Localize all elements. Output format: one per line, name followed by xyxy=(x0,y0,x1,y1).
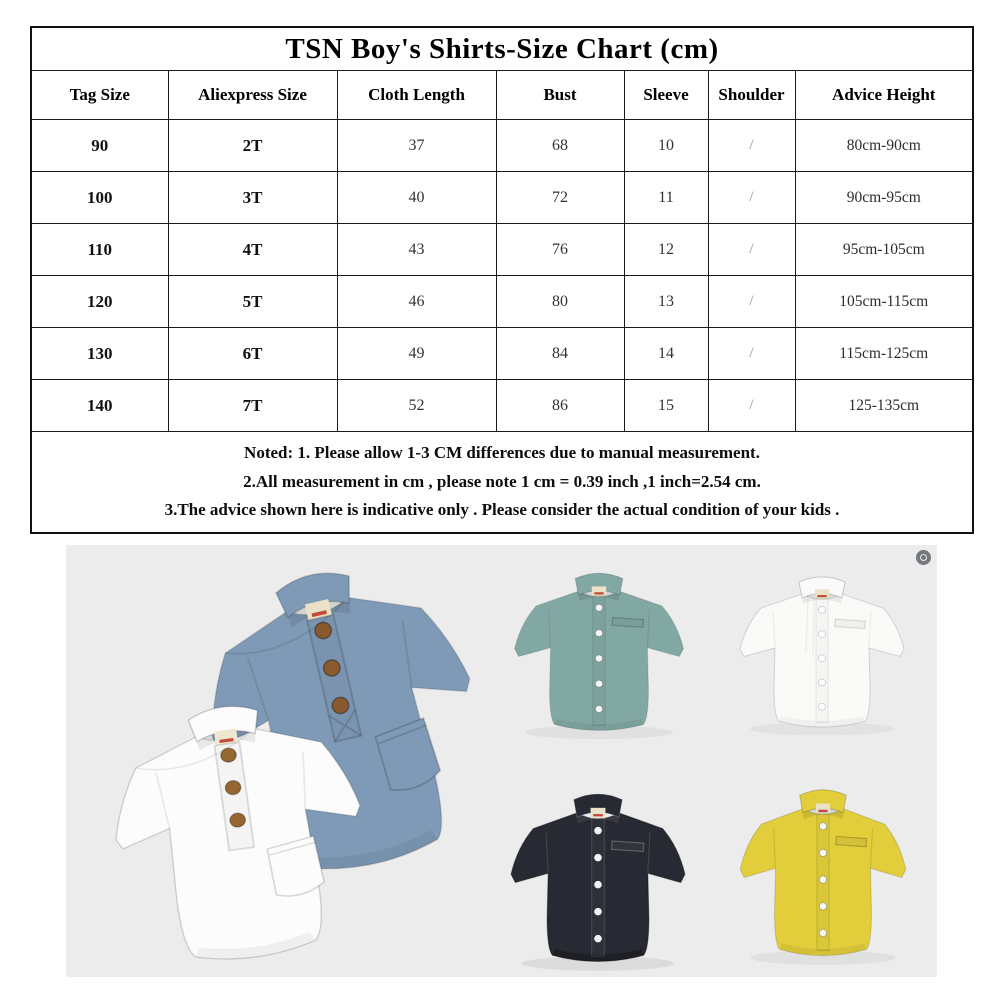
cell-ali-size: 7T xyxy=(168,380,337,432)
cell-bust: 68 xyxy=(496,120,624,172)
cell-ali-size: 3T xyxy=(168,172,337,224)
cell-tag-size: 130 xyxy=(31,328,168,380)
note-line-1: Noted: 1. Please allow 1-3 CM differences due to manual measurement. xyxy=(244,442,760,462)
cell-shoulder: / xyxy=(708,172,795,224)
cell-ali-size: 5T xyxy=(168,276,337,328)
cell-advice-height: 90cm-95cm xyxy=(795,172,973,224)
cell-cloth-length: 43 xyxy=(337,224,496,276)
cell-sleeve: 12 xyxy=(624,224,708,276)
cell-cloth-length: 49 xyxy=(337,328,496,380)
welt-pocket xyxy=(836,836,867,846)
cell-cloth-length: 40 xyxy=(337,172,496,224)
button xyxy=(818,679,825,686)
button xyxy=(819,822,826,829)
cell-sleeve: 15 xyxy=(624,380,708,432)
table-row-size-140 xyxy=(31,380,973,432)
notes xyxy=(34,442,970,523)
table-row-size-90 xyxy=(31,120,973,172)
button xyxy=(594,908,602,915)
button xyxy=(595,655,602,662)
welt-pocket xyxy=(612,618,643,628)
cell-sleeve: 10 xyxy=(624,120,708,172)
button xyxy=(595,630,602,637)
black-shirt-photo xyxy=(492,785,704,977)
button xyxy=(595,604,602,611)
cell-cloth-length: 52 xyxy=(337,380,496,432)
cell-cloth-length: 46 xyxy=(337,276,496,328)
col-header-shoulder: Shoulder xyxy=(708,71,795,120)
cell-bust: 84 xyxy=(496,328,624,380)
cell-ali-size: 2T xyxy=(168,120,337,172)
cell-shoulder: / xyxy=(708,224,795,276)
cell-bust: 80 xyxy=(496,276,624,328)
cell-ali-size: 6T xyxy=(168,328,337,380)
col-header-tag-size: Tag Size xyxy=(31,71,168,120)
col-header-bust: Bust xyxy=(496,71,624,120)
button xyxy=(818,607,825,614)
table-row-size-120 xyxy=(31,276,973,328)
cell-tag-size: 140 xyxy=(31,380,168,432)
product-photo-collage xyxy=(66,545,937,977)
table-row-size-100 xyxy=(31,172,973,224)
cell-advice-height: 80cm-90cm xyxy=(795,120,973,172)
note-line-2: 2.All measurement in cm , please note 1 cm = 0.39 inch ,1 inch=2.54 cm. xyxy=(243,471,761,491)
button xyxy=(594,935,602,942)
button xyxy=(594,854,602,861)
cell-sleeve: 14 xyxy=(624,328,708,380)
button xyxy=(819,876,826,883)
button xyxy=(595,705,602,712)
button xyxy=(594,827,602,834)
cell-advice-height: 95cm-105cm xyxy=(795,224,973,276)
button xyxy=(819,903,826,910)
welt-pocket xyxy=(835,619,865,628)
yellow-shirt-photo xyxy=(722,781,924,971)
welt-pocket xyxy=(612,841,644,851)
cell-ali-size: 4T xyxy=(168,224,337,276)
cell-shoulder: / xyxy=(708,276,795,328)
white-buttonup-shirt-photo xyxy=(722,569,922,741)
button xyxy=(818,655,825,662)
cell-sleeve: 13 xyxy=(624,276,708,328)
table-row-size-130 xyxy=(31,328,973,380)
cell-tag-size: 110 xyxy=(31,224,168,276)
cell-advice-height: 115cm-125cm xyxy=(795,328,973,380)
col-header-aliexpress-size: Aliexpress Size xyxy=(168,71,337,120)
cell-shoulder: / xyxy=(708,380,795,432)
cell-bust: 86 xyxy=(496,380,624,432)
cell-bust: 76 xyxy=(496,224,624,276)
teal-shirt-photo xyxy=(496,565,702,745)
button xyxy=(594,881,602,888)
button xyxy=(819,849,826,856)
cell-shoulder: / xyxy=(708,328,795,380)
cell-shoulder: / xyxy=(708,120,795,172)
size-chart-table xyxy=(30,26,974,534)
col-header-advice-height: Advice Height xyxy=(795,71,973,120)
cell-advice-height: 105cm-115cm xyxy=(795,276,973,328)
watermark-badge-icon xyxy=(916,550,931,565)
cell-cloth-length: 37 xyxy=(337,120,496,172)
cell-tag-size: 100 xyxy=(31,172,168,224)
white-shirt-photo xyxy=(81,676,399,1000)
header-row xyxy=(31,71,973,120)
cell-tag-size: 120 xyxy=(31,276,168,328)
cell-advice-height: 125-135cm xyxy=(795,380,973,432)
button xyxy=(819,929,826,936)
cell-sleeve: 11 xyxy=(624,172,708,224)
cell-bust: 72 xyxy=(496,172,624,224)
col-header-sleeve: Sleeve xyxy=(624,71,708,120)
button xyxy=(818,703,825,710)
col-header-cloth-length: Cloth Length xyxy=(337,71,496,120)
button xyxy=(818,631,825,638)
cell-tag-size: 90 xyxy=(31,120,168,172)
notes-row xyxy=(31,432,973,534)
button xyxy=(595,680,602,687)
note-line-3: 3.The advice shown here is indicative only . Please consider the actual condition of your kids . xyxy=(164,500,840,520)
table-row-size-110 xyxy=(31,224,973,276)
chart-title: TSN Boy's Shirts-Size Chart (cm) xyxy=(31,27,973,71)
